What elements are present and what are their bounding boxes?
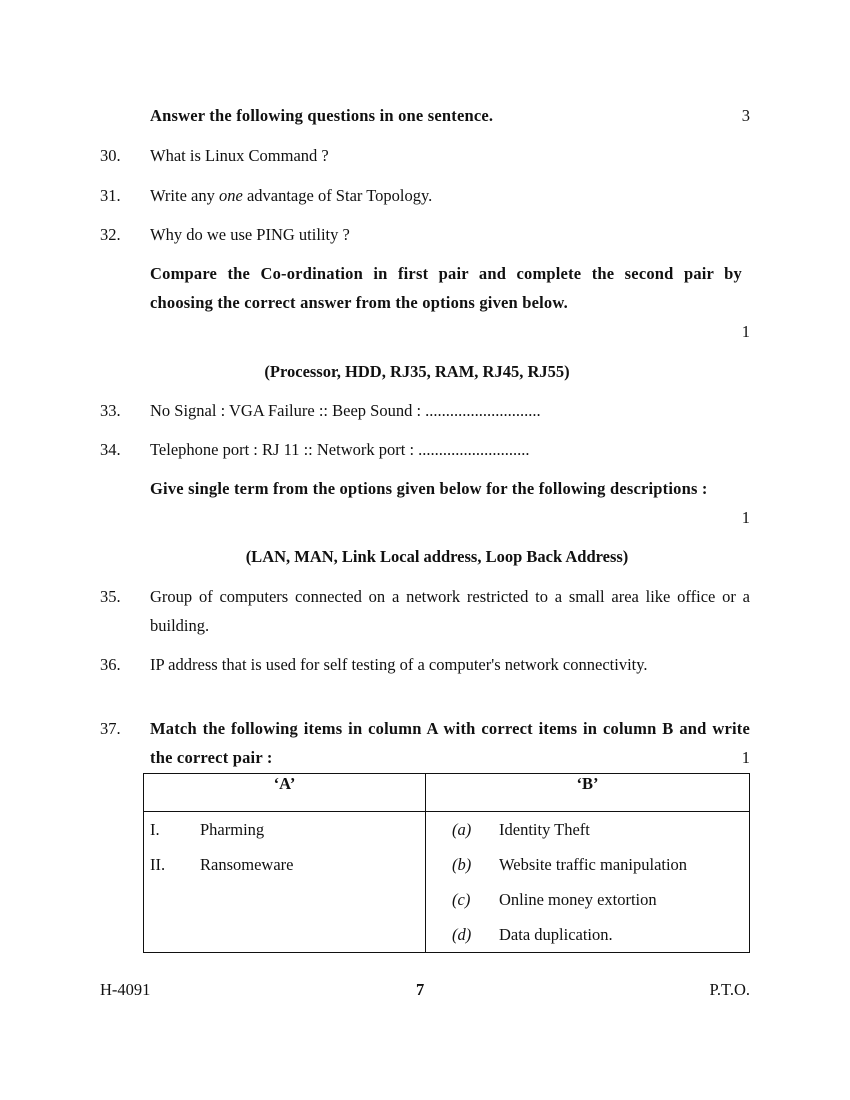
column-a-item: II. Ransomeware [150,855,294,874]
column-b-item: (b) Website traffic manipulation [452,855,688,874]
section3-marks: 1 [741,508,750,527]
column-b-item: (a) Identity Theft [452,820,590,839]
column-b [426,812,750,953]
section3-heading: Give single term from the options given below for the following descriptions : [150,479,708,498]
question-number: 34. [100,440,121,459]
question-text: Telephone port : RJ 11 :: Network port : ........................... [150,440,530,459]
question-text: IP address that is used for self testing of a computer's network connectivity. [150,655,648,674]
question-number: 32. [100,225,121,244]
question-number: 30. [100,146,121,165]
column-a [144,812,426,953]
section4-marks: 1 [741,748,750,767]
question-text: Write any one advantage of Star Topology. [150,186,433,205]
section2-marks: 1 [741,322,750,341]
question-number: 37. [100,719,121,738]
question-text: No Signal : VGA Failure :: Beep Sound : ............................ [150,401,541,420]
section3-options: (LAN, MAN, Link Local address, Loop Back Address) [245,547,629,566]
page-number: 7 [416,980,425,999]
section1-marks: 3 [741,106,750,125]
column-b-header: ‘B’ [426,774,750,812]
emphasis-text: one [218,186,243,205]
section2-options: (Processor, HDD, RJ35, RAM, RJ45, RJ55) [264,362,570,381]
question-number: 33. [100,401,121,420]
section2-heading: Compare the Co-ordination in first pair and complete the second pair by choosing the correct answer from the options given below. [150,264,742,312]
match-table [143,773,750,953]
question-number: 35. [100,587,121,606]
paper-code: H-4091 [100,980,151,999]
question-text: What is Linux Command ? [150,146,329,165]
column-b-item: (d) Data duplication. [452,925,613,944]
column-a-item: I. Pharming [150,820,265,839]
question-number: 31. [100,186,121,205]
question-text: Why do we use PING utility ? [150,225,350,244]
pto-label: P.T.O. [709,980,750,999]
section1-heading: Answer the following questions in one sentence. [150,106,494,125]
question-number: 36. [100,655,121,674]
column-b-item: (c) Online money extortion [452,890,657,909]
question-text: Group of computers connected on a network restricted to a small area like office or a building. [150,587,750,635]
column-a-header: ‘A’ [144,774,426,812]
section4-heading: Match the following items in column A with correct items in column B and write the correct pair : [150,719,750,767]
